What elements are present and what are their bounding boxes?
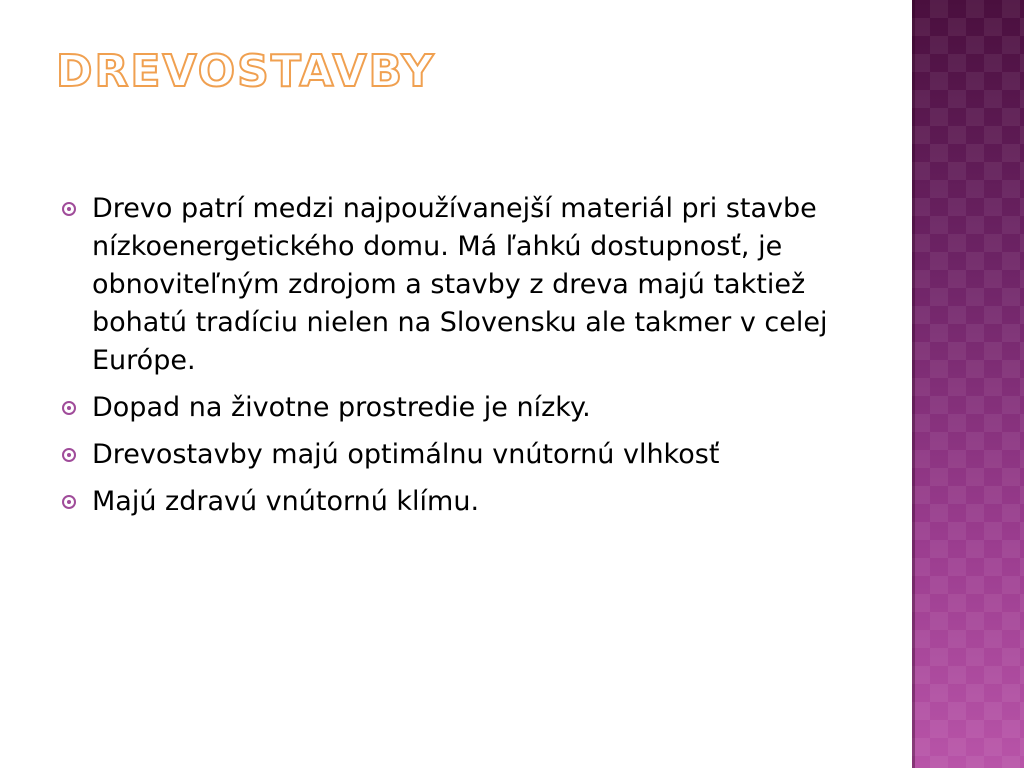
bullet-circle-icon <box>62 401 76 415</box>
slide-title: DREVOSTAVBY <box>56 46 436 97</box>
bullet-circle-icon <box>62 448 76 462</box>
bullet-text: Drevo patrí medzi najpoužívanejší materiál pri stavbe nízkoenergetického domu. Má ľahkú dostupnosť, je obnoviteľným zdrojom a stavby z dreva majú taktiež bohatú tradíciu nielen na Slovensku ale takmer v celej Európe. <box>92 193 828 376</box>
bullet-list <box>62 190 862 521</box>
bullet-item <box>62 483 862 521</box>
bullet-text: Dopad na životne prostredie je nízky. <box>92 392 591 423</box>
bullet-item <box>62 389 862 427</box>
slide-content <box>62 190 862 530</box>
diamond-pattern <box>912 0 1024 768</box>
bullet-text: Majú zdravú vnútornú klímu. <box>92 486 480 517</box>
decorative-sidebar <box>912 0 1024 768</box>
bullet-text: Drevostavby majú optimálnu vnútornú vlhkosť <box>92 439 720 470</box>
bullet-circle-icon <box>62 495 76 509</box>
bullet-item <box>62 190 862 380</box>
bullet-circle-icon <box>62 202 76 216</box>
bullet-item <box>62 436 862 474</box>
sidebar-edge <box>912 0 915 768</box>
